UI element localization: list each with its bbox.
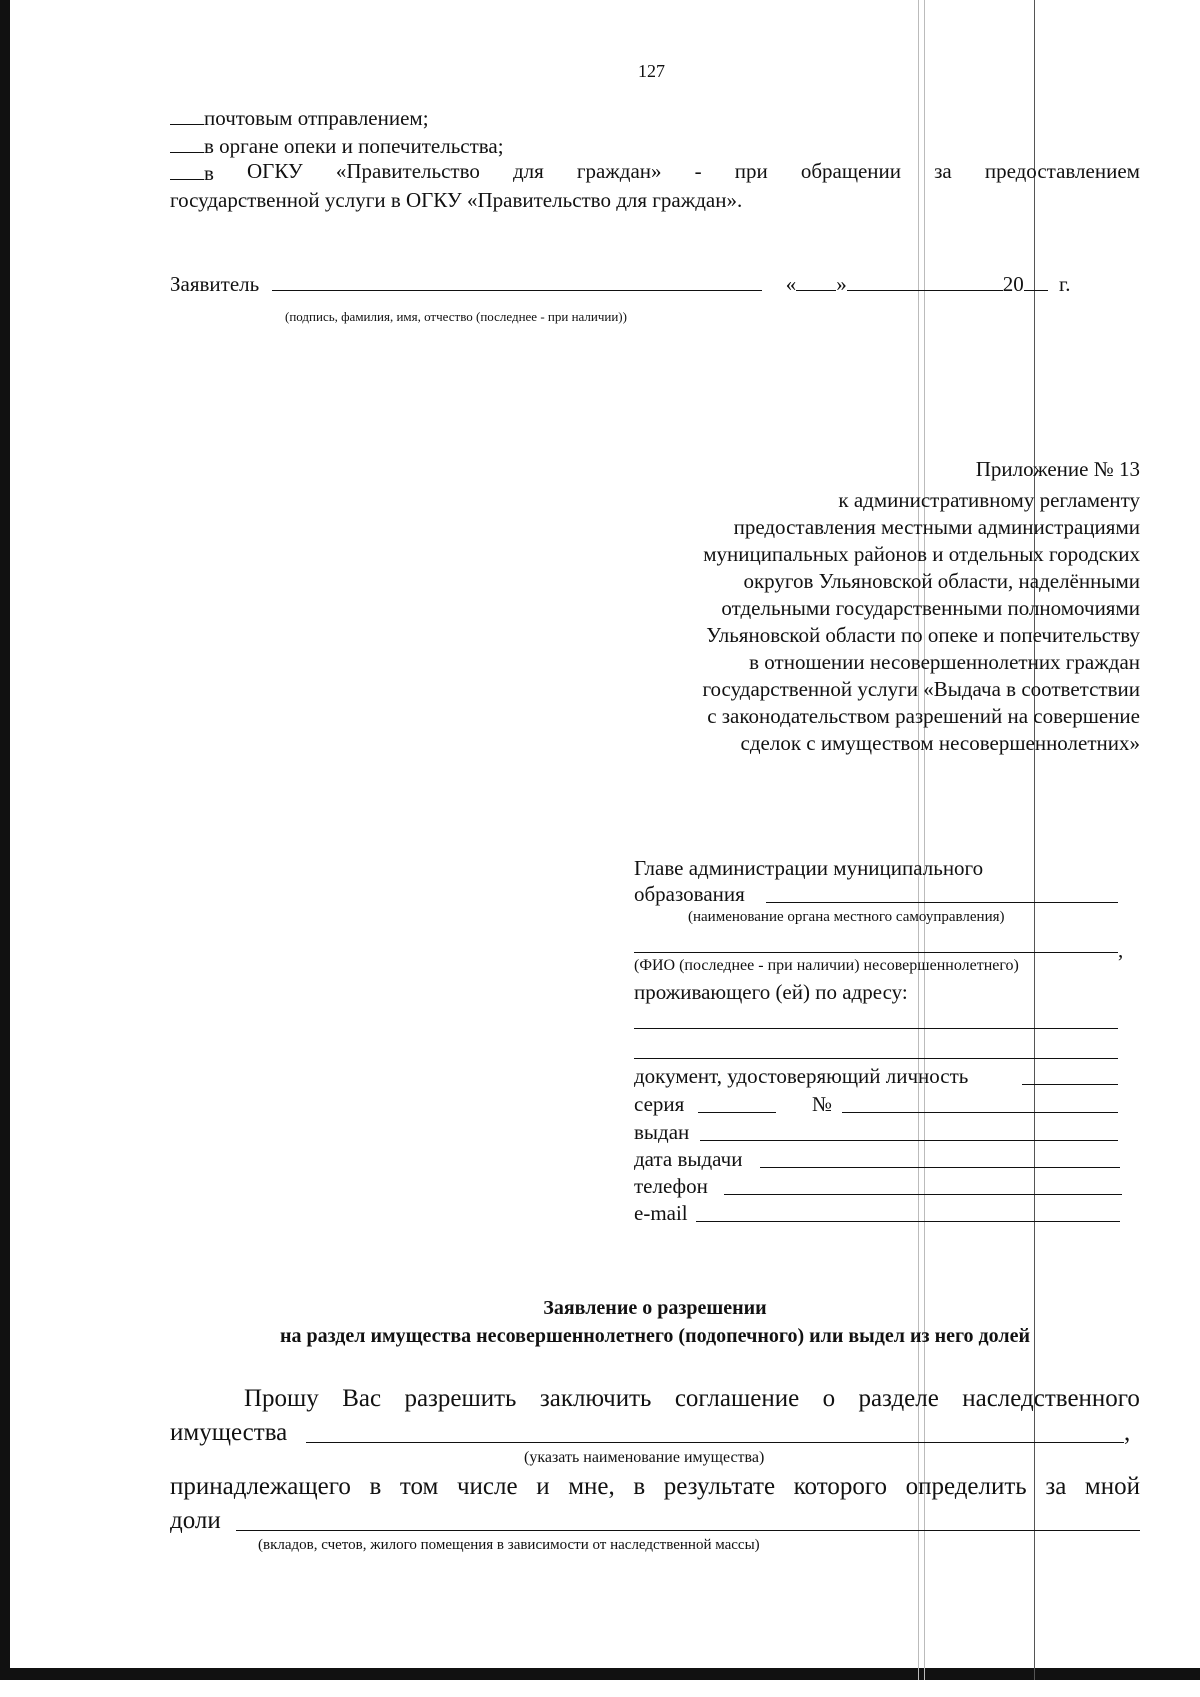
scan-fold-line xyxy=(1034,0,1035,1680)
day-field[interactable] xyxy=(796,272,836,291)
month-field[interactable] xyxy=(847,272,1003,291)
signature-caption: (подпись, фамилия, имя, отчество (последнее - при наличии)) xyxy=(285,309,627,324)
delivery-option-guardianship: в органе опеки и попечительства; xyxy=(170,134,504,157)
signature-field[interactable] xyxy=(272,272,762,291)
property-comma: , xyxy=(1124,1419,1131,1446)
caption-org: (наименование органа местного самоуправления) xyxy=(688,909,1005,925)
appendix-line: сделок с имуществом несовершеннолетних» xyxy=(740,731,1140,755)
caption-property: (указать наименование имущества) xyxy=(524,1449,765,1466)
caption-fio: (ФИО (последнее - при наличии) несовершеннолетнего) xyxy=(634,957,1019,974)
statement-title-1: Заявление о разрешении xyxy=(543,1297,767,1319)
number-field[interactable] xyxy=(842,1112,1118,1113)
addressee-line2: образования xyxy=(634,882,745,906)
scan-fold-line-faint xyxy=(918,0,919,1680)
scan-border-left xyxy=(0,0,10,1680)
scan-border-bottom xyxy=(0,1668,1200,1680)
appendix-line: округов Ульяновской области, наделёнными xyxy=(743,569,1140,593)
number-label: № xyxy=(812,1092,833,1116)
shares-field[interactable] xyxy=(236,1530,1140,1531)
caption-shares: (вкладов, счетов, жилого помещения в зависимости от наследственной массы) xyxy=(258,1537,760,1553)
email-field[interactable] xyxy=(696,1221,1120,1222)
checkbox-blank[interactable] xyxy=(170,106,204,125)
appendix-title: Приложение № 13 xyxy=(975,457,1140,481)
property-field[interactable] xyxy=(306,1442,1124,1443)
appendix-line: Ульяновской области по опеке и попечительству xyxy=(706,623,1140,647)
appendix-line: муниципальных районов и отдельных городских xyxy=(703,542,1140,566)
issued-field[interactable] xyxy=(700,1140,1118,1141)
issued-label: выдан xyxy=(634,1120,690,1144)
fio-field[interactable] xyxy=(634,952,1118,953)
signature-row: Заявитель « » 20 г. xyxy=(170,272,1071,296)
year-field[interactable] xyxy=(1024,272,1048,291)
residing-label: проживающего (ей) по адресу: xyxy=(634,980,908,1004)
appendix-header xyxy=(702,456,1140,757)
delivery-option-ogku-cont: государственной услуги в ОГКУ «Правительство для граждан». xyxy=(170,188,743,212)
appendix-line: предоставления местными администрациями xyxy=(733,515,1140,539)
issue-date-field[interactable] xyxy=(760,1167,1120,1168)
appendix-line: отдельными государственными полномочиями xyxy=(721,596,1140,620)
page-number: 127 xyxy=(638,61,665,81)
address-field-1[interactable] xyxy=(634,1028,1118,1029)
delivery-option-mail: почтовым отправлением; xyxy=(170,106,429,129)
phone-label: телефон xyxy=(634,1174,708,1198)
statement-title-2: на раздел имущества несовершеннолетнего (подопечного) или выдел из него долей xyxy=(279,1325,1031,1347)
appendix-line: к административному регламенту xyxy=(838,488,1140,512)
series-field[interactable] xyxy=(698,1112,776,1113)
applicant-label: Заявитель xyxy=(170,272,260,296)
scan-fold-line-faint xyxy=(924,0,925,1680)
municipality-field[interactable] xyxy=(766,902,1118,903)
fio-comma: , xyxy=(1118,938,1124,962)
appendix-line: в отношении несовершеннолетних граждан xyxy=(749,650,1140,674)
delivery-option-ogku: в ОГКУ «Правительство для граждан» - при обращении за предоставлением xyxy=(170,161,1140,184)
phone-field[interactable] xyxy=(724,1194,1122,1195)
statement-para2: принадлежащего в том числе и мне, в результате которого определить за мной xyxy=(170,1473,1140,1500)
appendix-line: с законодательством разрешений на совершение xyxy=(707,704,1140,728)
checkbox-blank[interactable] xyxy=(170,134,204,153)
issue-date-label: дата выдачи xyxy=(634,1147,743,1171)
addressee-line1: Главе администрации муниципального xyxy=(634,856,984,880)
statement-para2-line2: доли xyxy=(170,1507,221,1534)
checkbox-blank[interactable] xyxy=(170,161,204,180)
series-label: серия xyxy=(634,1092,685,1116)
id-doc-label: документ, удостоверяющий личность xyxy=(634,1064,969,1088)
address-field-2[interactable] xyxy=(634,1058,1118,1059)
id-doc-field[interactable] xyxy=(1022,1084,1118,1085)
statement-para1-line2: имущества xyxy=(170,1419,288,1446)
email-label: e-mail xyxy=(634,1201,688,1225)
statement-para1: Прошу Вас разрешить заключить соглашение о разделе наследственного xyxy=(244,1385,1140,1412)
appendix-line: государственной услуги «Выдача в соответствии xyxy=(702,677,1140,701)
